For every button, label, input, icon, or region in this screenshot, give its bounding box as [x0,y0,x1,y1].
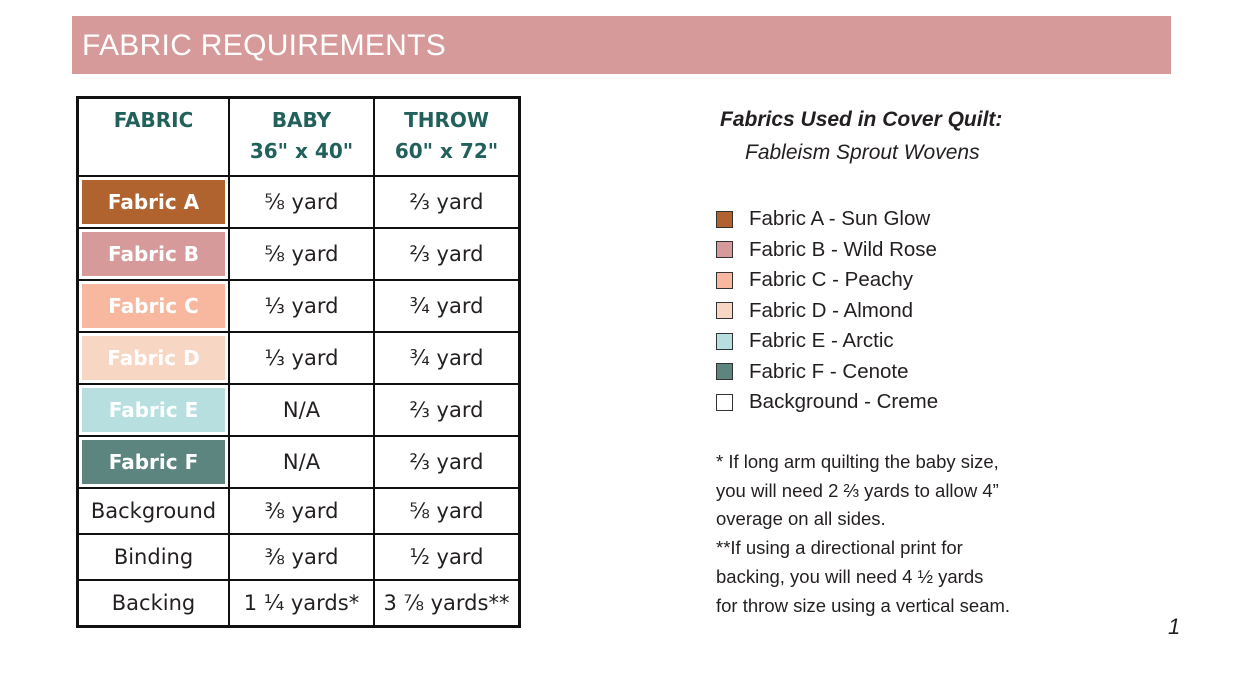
baby-yardage-cell: 1 ¼ yards* [229,580,374,627]
fabric-cell [78,228,230,280]
baby-yardage-cell: ⅓ yard [229,280,374,332]
legend-item [716,265,938,296]
section-header-banner [72,16,1171,74]
legend-item [716,326,938,357]
throw-yardage-cell: 3 ⅞ yards** [374,580,520,627]
note-line: for throw size using a vertical seam. [716,594,1011,616]
legend-item [716,357,938,388]
color-swatch-icon [716,333,733,350]
note-line: you will need 2 ⅔ yards to allow 4” [716,479,999,501]
table-header-row [78,98,520,177]
cover-quilt-title: Fabrics Used in Cover Quilt: [720,108,1003,131]
column-header-baby [229,98,374,177]
page-title: FABRIC REQUIREMENTS [82,29,447,62]
note-line: * If long arm quilting the baby size, [716,451,999,472]
table-row [78,228,520,280]
throw-yardage-cell: ¾ yard [374,280,520,332]
fabric-cell [78,436,230,488]
fabric-name: Binding [113,545,194,569]
fabric-name: Backing [111,591,196,615]
baby-yardage-cell: ⅜ yard [229,488,374,534]
fabric-cell [78,176,230,228]
fabric-legend [716,204,938,418]
column-header-throw [374,98,520,177]
legend-item [716,235,938,266]
note-line: **If using a directional print for [716,537,963,559]
color-swatch-icon [716,241,733,258]
table-row [78,534,520,580]
fabric-name: Fabric F [82,440,225,484]
throw-yardage-cell: ⅔ yard [374,176,520,228]
baby-yardage-cell: ⅝ yard [229,228,374,280]
table-row [78,280,520,332]
legend-label: Background - Creme [749,390,939,414]
fabric-cell [78,580,230,627]
column-header-fabric [78,98,230,177]
table-row [78,384,520,436]
fabric-cell [78,332,230,384]
color-swatch-icon [716,211,733,228]
baby-yardage-cell: ⅓ yard [229,332,374,384]
page-number: 1 [1168,614,1181,639]
fabric-name: Fabric D [82,336,225,380]
legend-label: Fabric F - Cenote [749,359,909,383]
color-swatch-icon [716,394,733,411]
fabric-cell [78,280,230,332]
note-line: overage on all sides. [716,508,886,530]
fabric-name: Fabric B [82,232,225,276]
table-row [78,488,520,534]
note-line: backing, you will need 4 ½ yards [716,565,984,587]
legend-item [716,387,938,418]
fabric-name: Fabric C [82,284,225,328]
throw-yardage-cell: ⅔ yard [374,228,520,280]
legend-label: Fabric B - Wild Rose [749,237,937,261]
color-swatch-icon [716,363,733,380]
throw-yardage-cell: ⅔ yard [374,384,520,436]
fabric-cell [78,384,230,436]
legend-item [716,204,938,235]
column-header-size: 60" x 72" [394,139,499,163]
throw-yardage-cell: ½ yard [374,534,520,580]
throw-yardage-cell: ⅔ yard [374,436,520,488]
notes [716,448,1076,620]
cover-quilt-subtitle: Fableism Sprout Wovens [745,141,980,164]
color-swatch-icon [716,272,733,289]
throw-yardage-cell: ¾ yard [374,332,520,384]
legend-label: Fabric D - Almond [749,298,914,322]
legend-label: Fabric E - Arctic [749,329,894,353]
fabric-name: Fabric A [82,180,225,224]
table-row [78,436,520,488]
legend-label: Fabric C - Peachy [749,268,914,292]
table-row [78,176,520,228]
baby-yardage-cell: ⅜ yard [229,534,374,580]
column-header-label: BABY [271,108,332,132]
fabric-name: Background [90,499,217,523]
table-row [78,332,520,384]
legend-item [716,296,938,327]
fabric-cell [78,534,230,580]
fabric-cell [78,488,230,534]
column-header-size: 36" x 40" [249,139,354,163]
baby-yardage-cell: ⅝ yard [229,176,374,228]
fabric-name: Fabric E [82,388,225,432]
throw-yardage-cell: ⅝ yard [374,488,520,534]
column-header-label: FABRIC [113,108,194,132]
column-header-label: THROW [404,108,489,132]
fabric-requirements-table [76,96,521,628]
color-swatch-icon [716,302,733,319]
legend-label: Fabric A - Sun Glow [749,207,931,231]
baby-yardage-cell: N/A [229,384,374,436]
table-row [78,580,520,627]
baby-yardage-cell: N/A [229,436,374,488]
